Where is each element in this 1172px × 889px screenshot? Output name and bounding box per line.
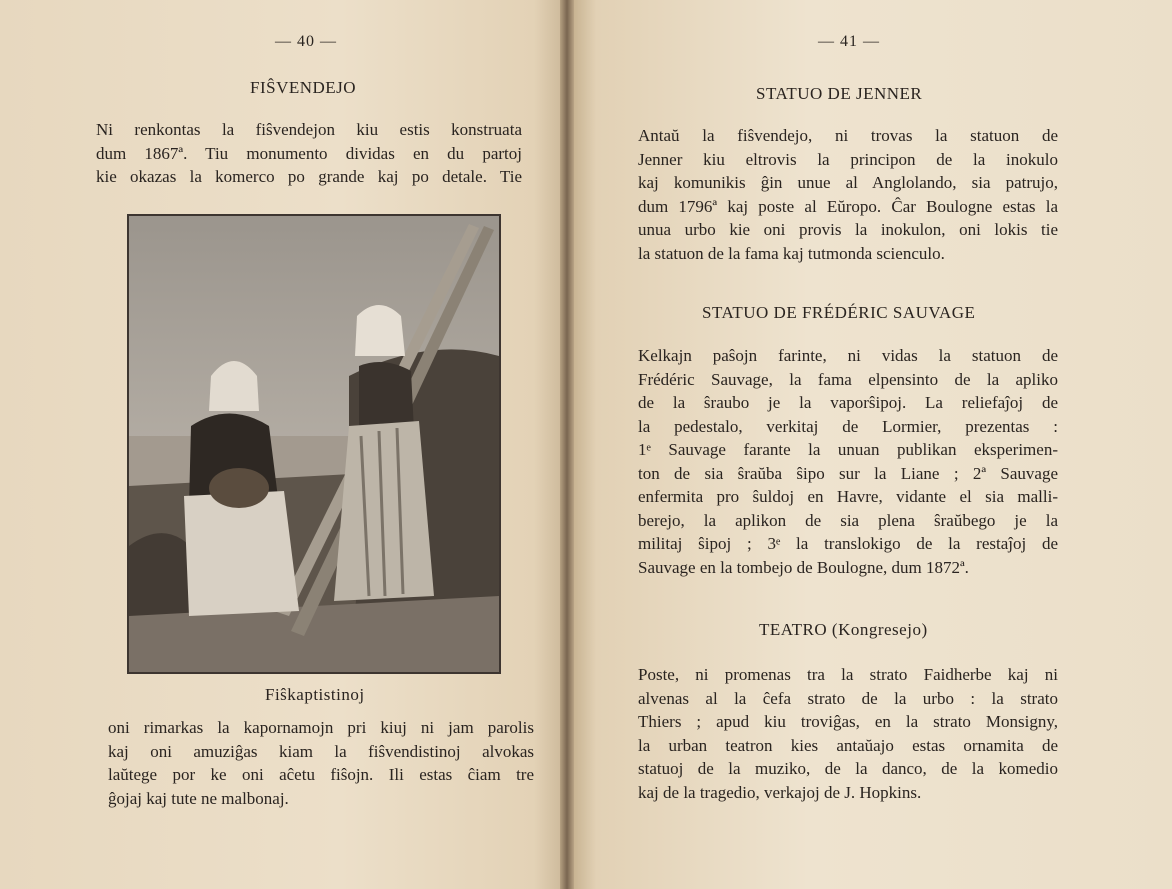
text-line: la urban teatron kies antaŭajo estas ornamita de [638, 735, 1058, 755]
left-page [0, 0, 568, 889]
text-line: oni rimarkas la kapornamojn pri kiuj ni jam parolis [108, 718, 534, 737]
text-line: kie okazas la komerco po grande kaj po detale. Tie [96, 167, 522, 186]
text-line: de la ŝraubo je la vaporŝipoj. La reliefaĵoj de [638, 393, 1058, 412]
text-line: kaj komunikis ĝin unue al Anglolando, sia patrujo, [638, 173, 1058, 192]
paragraph-teatro [638, 663, 1058, 804]
right-page [566, 0, 1172, 889]
text-line: ton de sia ŝraŭba ŝipo sur la Liane ; 2ª Sauvage [638, 463, 1058, 483]
text-line: berejo, la aplikon de sia plena ŝraŭbego je la [638, 510, 1058, 530]
heading-fisvendejo: FIŜVENDEJO [250, 78, 357, 97]
text-line: Frédéric Sauvage, la fama elpensinto de la apliko [638, 369, 1058, 389]
photo-caption: Fiŝkaptistinoj [265, 685, 365, 704]
text-line: Antaŭ la fiŝvendejo, ni trovas la statuon de [638, 126, 1058, 145]
text-line: Thiers ; apud kiu troviĝas, en la strato Monsigny, [638, 712, 1058, 731]
heading-statuo-jenner: STATUO DE JENNER [756, 84, 923, 103]
text-line: alvenas al la ĉefa strato de la urbo : la strato [638, 688, 1058, 708]
paragraph-jenner [638, 124, 1058, 265]
text-line: la statuon de la fama kaj tutmonda scienculo. [638, 243, 945, 263]
text-line: la pedestalo, verkitaj de Lormier, prezentas : [638, 416, 1058, 436]
text-line: kaj de la tragedio, verkajoj de J. Hopkins. [638, 782, 922, 802]
text-line: dum 1796ª kaj poste al Eŭropo. Ĉar Boulogne estas la [638, 196, 1058, 216]
heading-teatro: TEATRO (Kongresejo) [759, 620, 928, 639]
heading-statuo-sauvage: STATUO DE FRÉDÉRIC SAUVAGE [702, 303, 976, 322]
page-number-left: — 40 — [275, 33, 337, 50]
photo-illustration [129, 216, 499, 672]
text-line: Sauvage en la tombejo de Boulogne, dum 1872ª. [638, 557, 969, 577]
book-gutter [560, 0, 574, 889]
text-line: militaj ŝipoj ; 3ᵉ la translokigo de la restaĵoj de [638, 534, 1058, 553]
text-line: dum 1867ª. Tiu monumento dividas en du partoj [96, 143, 522, 163]
page-number-right: — 41 — [818, 33, 880, 50]
text-line: statuoj de la muziko, de la danco, de la komedio [638, 759, 1058, 778]
paragraph-fisvendejo [96, 118, 522, 189]
text-line: enfermita pro ŝuldoj en Havre, vidante el sia malli- [638, 487, 1058, 506]
photo-fishing-women [127, 214, 501, 674]
paragraph-sauvage [638, 344, 1058, 579]
text-line: ĝojaj kaj tute ne malbonaj. [108, 788, 289, 808]
text-line: laŭtege por ke oni aĉetu fiŝojn. Ili estas ĉiam tre [108, 765, 534, 784]
text-line: Poste, ni promenas tra la strato Faidherbe kaj ni [638, 665, 1058, 684]
text-line: 1ᵉ Sauvage farante la unuan publikan eksperimen- [638, 440, 1058, 459]
text-line: unua urbo kie oni provis la inokulon, oni lokis tie [638, 220, 1058, 239]
text-line: Jenner kiu eltrovis la principon de la inokulo [638, 149, 1058, 169]
text-line: kaj oni amuziĝas kiam la fiŝvendistinoj alvokas [108, 741, 534, 761]
paragraph-continued [108, 716, 534, 810]
text-line: Kelkajn paŝojn farinte, ni vidas la statuon de [638, 346, 1058, 365]
text-line: Ni renkontas la fiŝvendejon kiu estis konstruata [96, 120, 522, 139]
